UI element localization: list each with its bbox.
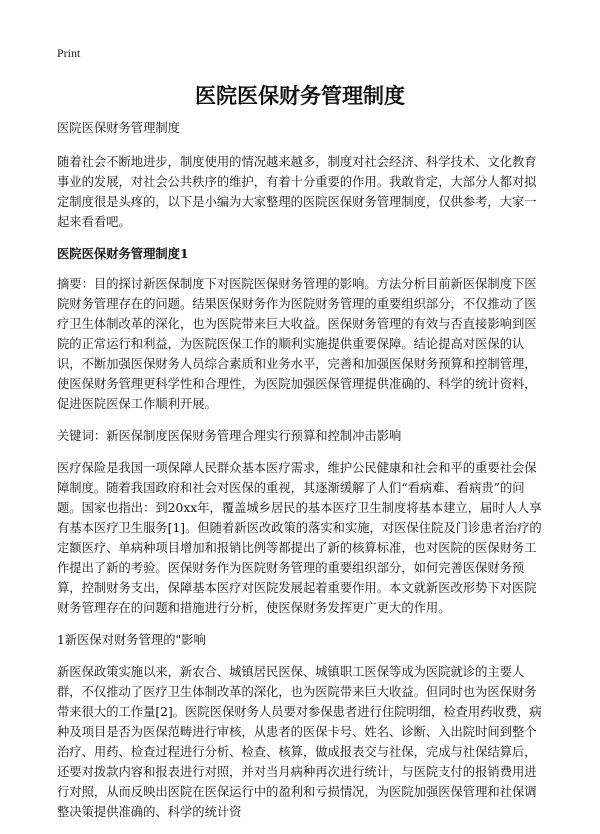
keywords-paragraph: 关键词：新医保制度医保财务管理合理实行预算和控制冲击影响 [57,429,402,443]
document-subtitle: 医院医保财务管理制度 [57,121,180,135]
intro-paragraph: 随着社会不断地进步，制度使用的情况越来越多，制度对社会经济、科学技术、文化教育事业的发展，对社会公共秩序的维护，有着十分重要的作用。我敢肯定，大部分人都对拟定制度很是头疼的，以下是小编为大家整理的医院医保财务管理制度，仅供参考，大家一起来看看吧。 [57,155,537,229]
section-heading-2: 1新医保对财务管理的"影响 [57,633,206,647]
section-heading-1: 医院医保财务管理制度1 [57,246,189,261]
document-title: 医院医保财务管理制度 [195,84,405,108]
document-body [57,118,547,834]
print-label: Print [57,46,81,60]
body-paragraph-2: 新医保政策实施以来，新农合、城镇居民医保、城镇职工医保等成为医院就诊的主要人群，不仅推动了医疗卫生体制改革的深化，也为医院带来巨大收益。但同时也为医保财务带来很大的工作量[2]。医院医保财务人员要对参保患者进行住院明细，检查用药收费，病种及项目是否为医保范畴进行审核，从患者的医保卡号、姓名、诊断、入出院时间到整个治疗、用药、检查过程进行分析、检查、核算，做成报表交与社保，完成与社保结算后，还要对拨款内容和报表进行对照，并对当月病种再次进行统计，与医院支付的报销费用进行对照，从而反映出医院在医保运行中的盈利和亏损情况，为医院加强医保管理和社保调整决策提供准确的、科学的统计资 [57,665,542,819]
body-paragraph-1: 医疗保险是我国一项保障人民群众基本医疗需求，维护公民健康和社会和平的重要社会保障制度。随着我国政府和社会对医保的重视，其逐渐缓解了人们“看病难、看病贵”的问题。国家也指出：到20xx年，覆盖城乡居民的基本医疗卫生制度将基本建立，届时人人享有基本医疗卫生服务[1]。但随着新医改政策的落实和实施，对医保住院及门诊患者治疗的定额医疗、单病种项目增加和报销比例等都提出了新的核算标准，也对医院的医保财务工作提出了新的考验。医保财务作为医院财务管理的重要组织部分，如何完善医保财务预算，控制财务支出，保障基本医疗对医院发展起着重要作用。本文就新医改形势下对医院财务管理存在的问题和措施进行分析，使医保财务发挥更广更大的作用。 [57,461,542,615]
abstract-paragraph: 摘要：目的探讨新医保制度下对医院医保财务管理的影响。方法分析目前新医保制度下医院财务管理存在的问题。结果医保财务作为医院财务管理的重要组织部分，不仅推动了医疗卫生体制改革的深化，也为医院带来巨大收益。医保财务管理的有效与否直接影响到医院的正常运行和利益，为医院医保工作的顺利实施提供重要保障。结论提高对医保的认识，不断加强医保财务人员综合素质和业务水平，完善和加强医保财务预算和控制管理，使医保财务管理更科学性和合理性，为医院加强医保管理提供准确的、科学的统计资料，促进医院医保工作顺利开展。 [57,277,537,411]
